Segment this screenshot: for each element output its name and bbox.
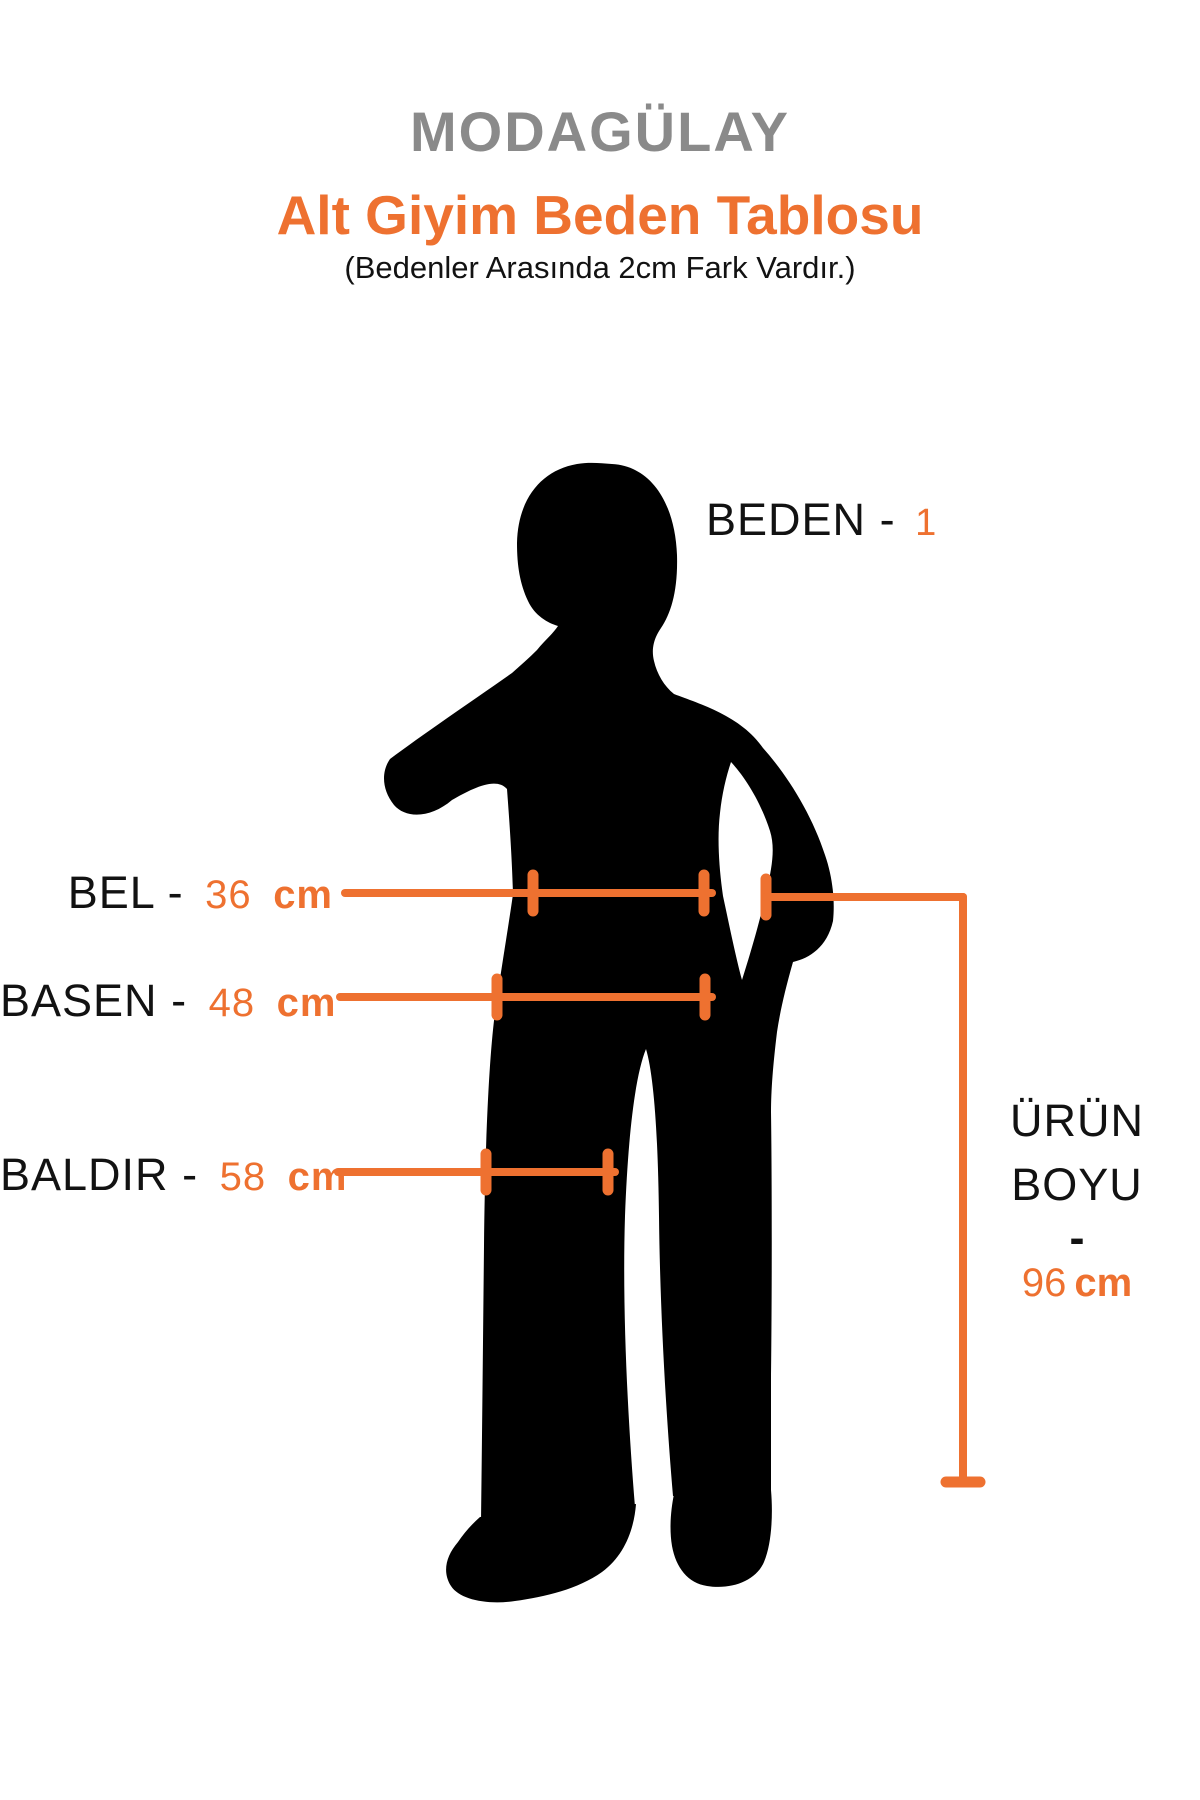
baldir-label: BALDIR	[0, 1149, 169, 1200]
basen-value: 48	[208, 981, 256, 1025]
bel-label: BEL	[67, 867, 155, 918]
measurement-row-baldir	[0, 1149, 348, 1203]
page-title: Alt Giyim Beden Tablosu	[276, 184, 924, 246]
basen-unit: cm	[276, 981, 337, 1025]
size-badge-separator: -	[879, 494, 896, 545]
bel-value: 36	[205, 873, 252, 917]
product-length-value: 96	[1021, 1261, 1067, 1305]
bel-separator: -	[167, 867, 184, 918]
baldir-separator: -	[182, 1149, 199, 1200]
baldir-value: 58	[219, 1155, 267, 1199]
size-badge-label: BEDEN	[706, 494, 867, 545]
product-length-line2: BOYU	[1011, 1159, 1143, 1210]
person-silhouette	[384, 463, 834, 1522]
left-shoe	[446, 1504, 636, 1602]
basen-separator: -	[171, 975, 188, 1026]
page-subtitle: (Bedenler Arasında 2cm Fark Vardır.)	[344, 250, 856, 285]
size-badge-value: 1	[915, 502, 938, 544]
product-length-value-line	[967, 1259, 1187, 1307]
baldir-unit: cm	[287, 1155, 348, 1199]
product-length-label	[967, 1089, 1187, 1307]
product-length-unit: cm	[1074, 1261, 1133, 1305]
bel-unit: cm	[273, 873, 333, 917]
product-length-measure	[766, 879, 980, 1482]
size-badge	[706, 494, 937, 549]
right-shoe	[671, 1490, 772, 1587]
basen-label: BASEN	[0, 975, 158, 1026]
product-length-line1: ÜRÜN	[1010, 1095, 1144, 1146]
product-length-separator: -	[1069, 1212, 1085, 1263]
measurement-row-bel	[0, 867, 333, 921]
measurement-row-basen	[0, 975, 337, 1029]
brand-logo: MODAGÜLAY	[410, 100, 790, 163]
